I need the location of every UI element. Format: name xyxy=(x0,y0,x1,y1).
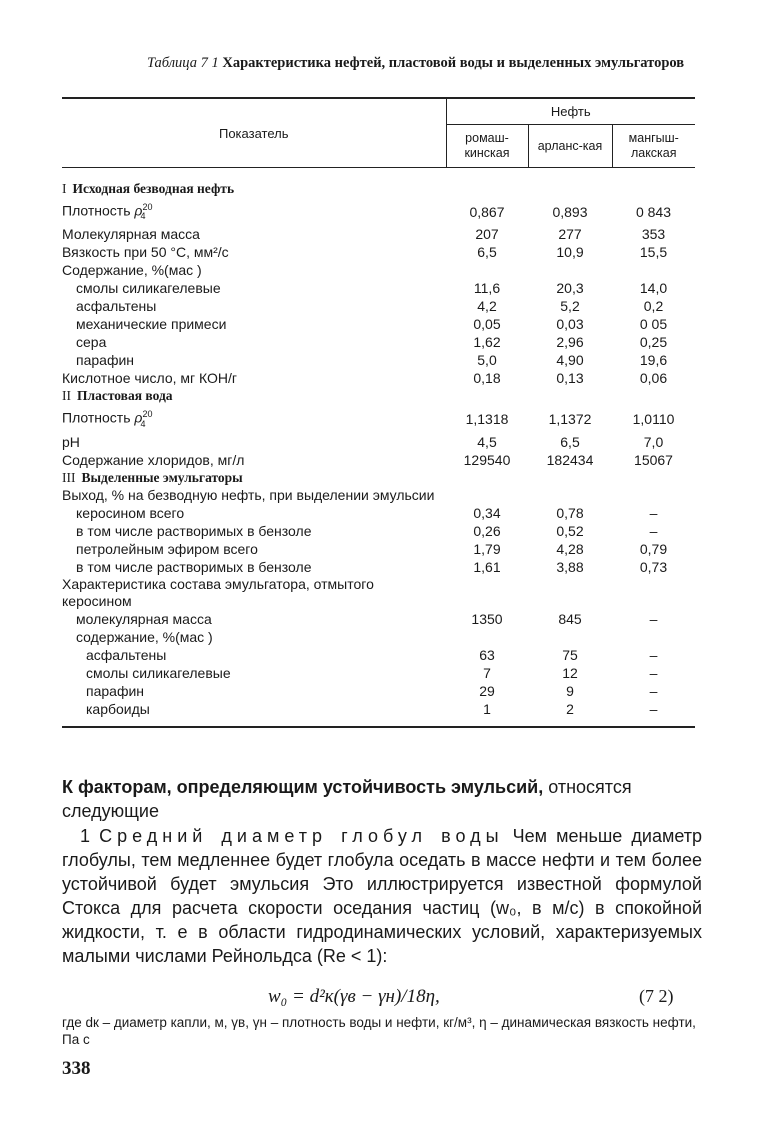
value-cell xyxy=(446,628,528,646)
param-name: Выход, % на безводную нефть, при выделении эмульсии xyxy=(62,486,435,503)
value-cell: 9 xyxy=(566,682,574,699)
table-row xyxy=(62,243,695,261)
param-header: Показатель xyxy=(62,98,446,168)
param-name: асфальтены xyxy=(86,646,167,663)
table-row xyxy=(62,504,695,522)
value-cell: 0 843 xyxy=(635,203,672,220)
table-row xyxy=(62,646,695,664)
table-caption-label: Таблица 7 1 xyxy=(147,55,219,71)
param-name: Содержание, %(мас ) xyxy=(62,262,202,279)
param-name: сера xyxy=(76,334,107,351)
table-row xyxy=(62,387,695,405)
value-cell: – xyxy=(649,504,658,521)
column-header-label: ромаш-кинская xyxy=(464,131,510,160)
value-cell: 1,1318 xyxy=(465,411,509,428)
table-row xyxy=(62,168,695,199)
param-name: Характеристика состава эмульгатора, отмытого керосином xyxy=(62,575,374,609)
value-cell: 19,6 xyxy=(639,352,668,369)
value-cell: 6,5 xyxy=(560,433,580,450)
value-cell: 5,2 xyxy=(560,298,580,315)
value-cell: 6,5 xyxy=(477,244,497,261)
param-label: Плотность xyxy=(62,202,135,219)
param-name: керосином всего xyxy=(76,504,185,521)
value-cell: 4,28 xyxy=(556,540,584,557)
column-header-arlan xyxy=(528,125,612,168)
table-row xyxy=(62,297,695,315)
table-row xyxy=(62,369,695,387)
table-body xyxy=(62,168,695,727)
value-cell: – xyxy=(649,664,658,681)
value-cell: 0,52 xyxy=(556,522,584,539)
section-number: I xyxy=(62,181,67,196)
value-cell xyxy=(446,261,528,279)
heading-rest-text: относятся следующие xyxy=(62,777,632,821)
table-row xyxy=(62,522,695,540)
value-cell: 0,03 xyxy=(556,316,584,333)
value-cell: 0,26 xyxy=(473,522,501,539)
value-cell: 845 xyxy=(558,610,582,627)
oil-group-header: Нефть xyxy=(446,98,695,125)
item-number: 1 xyxy=(80,826,100,846)
table-row xyxy=(62,682,695,700)
value-cell: 4,5 xyxy=(477,433,497,450)
table-row xyxy=(62,664,695,682)
value-cell: 182434 xyxy=(546,451,594,468)
value-cell: 129540 xyxy=(463,451,511,468)
value-cell: 5,0 xyxy=(477,352,497,369)
value-cell: 0,25 xyxy=(639,334,668,351)
value-cell: – xyxy=(649,522,658,539)
table-row xyxy=(62,315,695,333)
value-cell: 0,73 xyxy=(639,558,668,575)
value-cell: 0,06 xyxy=(639,370,668,387)
value-cell: 29 xyxy=(479,682,495,699)
value-cell: 2 xyxy=(528,700,612,727)
column-header-mangyshlak xyxy=(612,125,695,168)
value-cell: 1,61 xyxy=(473,558,501,575)
param-name: асфальтены xyxy=(76,298,157,315)
section-title xyxy=(62,168,695,199)
value-cell: 7,0 xyxy=(643,433,664,450)
table-row xyxy=(62,469,695,487)
section-title xyxy=(62,469,695,487)
density-symbol: ρ xyxy=(134,410,143,427)
value-cell: 4,90 xyxy=(556,352,584,369)
value-cell: 10,9 xyxy=(556,244,584,261)
table-row xyxy=(62,279,695,297)
value-cell: 14,0 xyxy=(639,280,668,297)
param-name: молекулярная масса xyxy=(76,610,212,627)
value-cell: 0,18 xyxy=(473,370,501,387)
column-header-label: мангыш-лакская xyxy=(628,131,679,160)
value-cell: 0,05 xyxy=(473,316,501,333)
value-cell: 1,1372 xyxy=(548,411,592,428)
body-paragraph xyxy=(62,824,702,968)
value-cell: 0 05 xyxy=(639,316,668,333)
value-cell: 20,3 xyxy=(556,280,584,297)
table-row xyxy=(62,351,695,369)
properties-table xyxy=(62,97,695,728)
page-number: 338 xyxy=(62,1058,91,1079)
table-row xyxy=(62,487,695,504)
value-cell: 0,893 xyxy=(552,203,588,220)
stokes-formula: w₀ = d²к(γв − γн)/18η, xyxy=(268,986,440,1007)
section-number: II xyxy=(62,388,71,404)
value-cell: 353 xyxy=(641,226,666,243)
table-row xyxy=(62,628,695,646)
table-row xyxy=(62,700,695,727)
param-name: парафин xyxy=(86,682,145,699)
value-cell xyxy=(612,261,695,279)
value-cell: – xyxy=(649,610,658,627)
section-name: Исходная безводная нефть xyxy=(72,181,235,196)
value-cell: 1350 xyxy=(471,610,503,627)
value-cell: 63 xyxy=(479,646,495,663)
value-cell xyxy=(528,576,612,610)
param-name: содержание, %(мас ) xyxy=(76,628,213,645)
table-row xyxy=(62,558,695,576)
value-cell: 0,867 xyxy=(469,203,505,220)
param-name: карбоиды xyxy=(62,700,446,727)
value-cell: 1 xyxy=(446,700,528,727)
value-cell: 2,96 xyxy=(556,334,584,351)
item-title: Средний диаметр глобул воды xyxy=(99,826,504,846)
density-subscript: 4 xyxy=(140,418,146,429)
formula-note: где dк – диаметр капли, м, γв, γн – плотность воды и нефти, кг/м³, η – динамическая вязкость нефти, Па с xyxy=(62,1015,696,1047)
value-cell: 15,5 xyxy=(639,244,668,261)
section-title xyxy=(62,387,695,405)
param-name xyxy=(62,198,446,225)
param-name: петролейным эфиром всего xyxy=(76,540,258,557)
value-cell xyxy=(446,576,528,610)
heading-bold-text: К факторам, определяющим устойчивость эмульсий, xyxy=(62,777,544,797)
value-cell xyxy=(528,487,612,504)
table-caption xyxy=(147,55,687,72)
value-cell xyxy=(612,487,695,504)
param-name: Молекулярная масса xyxy=(62,226,200,243)
table-row xyxy=(62,451,695,469)
density-symbol: ρ xyxy=(134,202,143,219)
param-label: Плотность xyxy=(62,410,135,427)
table-row xyxy=(62,576,695,610)
param-name: в том числе растворимых в бензоле xyxy=(76,522,312,539)
section-number: III xyxy=(62,469,76,485)
section-name: Пластовая вода xyxy=(77,388,173,404)
table-row xyxy=(62,333,695,351)
section-heading xyxy=(62,775,702,823)
section-name: Выделенные эмульгаторы xyxy=(81,469,243,485)
param-name: смолы силикагелевые xyxy=(76,280,221,297)
param-name: механические примеси xyxy=(76,316,227,333)
table-row xyxy=(62,225,695,243)
value-cell: – xyxy=(649,682,658,699)
value-cell: 277 xyxy=(558,226,582,243)
param-name: Вязкость при 50 °С, мм²/с xyxy=(62,244,229,261)
value-cell: 0,34 xyxy=(473,504,501,521)
param-name: Содержание хлоридов, мг/л xyxy=(62,451,245,468)
value-cell: 3,88 xyxy=(556,558,584,575)
column-header-label: арланс-кая xyxy=(537,138,603,153)
value-cell: 207 xyxy=(475,226,499,243)
value-cell xyxy=(612,628,695,646)
param-name xyxy=(62,405,446,432)
value-cell: 0,78 xyxy=(556,504,584,521)
value-cell: 0,2 xyxy=(643,298,664,315)
value-cell: – xyxy=(612,700,695,727)
table-row xyxy=(62,540,695,558)
item-text: Чем меньше диаметр глобулы, тем медленнее будет глобула оседать в массе нефти и тем более устойчивой будет эмульсия Это иллюстрируется известной формулой Стокса для расчета скорости оседания частиц (w₀, в м/с) в спокойной жидкости, т. е в области гидродинамических условий, характеризуемых малыми числами Рейнольдса (Re < 1): xyxy=(62,826,703,966)
value-cell: 15067 xyxy=(634,451,673,468)
equation-number: (7 2) xyxy=(639,986,674,1006)
param-name: pH xyxy=(62,433,80,450)
value-cell: 12 xyxy=(562,664,578,681)
value-cell: 7 xyxy=(483,664,491,681)
value-cell: 0,79 xyxy=(639,540,668,557)
param-name: Кислотное число, мг КОН/г xyxy=(62,370,238,387)
value-cell xyxy=(612,576,695,610)
value-cell: 75 xyxy=(562,646,578,663)
value-cell: 4,2 xyxy=(477,298,497,315)
table-row xyxy=(62,433,695,451)
value-cell xyxy=(528,261,612,279)
table-row xyxy=(62,198,695,225)
value-cell xyxy=(446,487,528,504)
param-name: парафин xyxy=(76,352,135,369)
density-superscript: 20 xyxy=(142,409,153,420)
param-name: смолы силикагелевые xyxy=(86,664,231,681)
table-caption-title: Характеристика нефтей, пластовой воды и выделенных эмульгаторов xyxy=(222,55,685,71)
table-row xyxy=(62,261,695,279)
value-cell: – xyxy=(649,646,658,663)
density-subscript: 4 xyxy=(140,211,146,222)
value-cell: 1,0110 xyxy=(632,411,675,428)
value-cell: 1,79 xyxy=(473,540,501,557)
param-name: в том числе растворимых в бензоле xyxy=(76,558,312,575)
value-cell: 0,13 xyxy=(556,370,584,387)
value-cell: 11,6 xyxy=(473,280,501,297)
value-cell: 1,62 xyxy=(473,334,501,351)
table-row xyxy=(62,610,695,628)
column-header-romashkino xyxy=(446,125,528,168)
density-superscript: 20 xyxy=(142,202,153,212)
value-cell xyxy=(528,628,612,646)
table-row xyxy=(62,405,695,432)
